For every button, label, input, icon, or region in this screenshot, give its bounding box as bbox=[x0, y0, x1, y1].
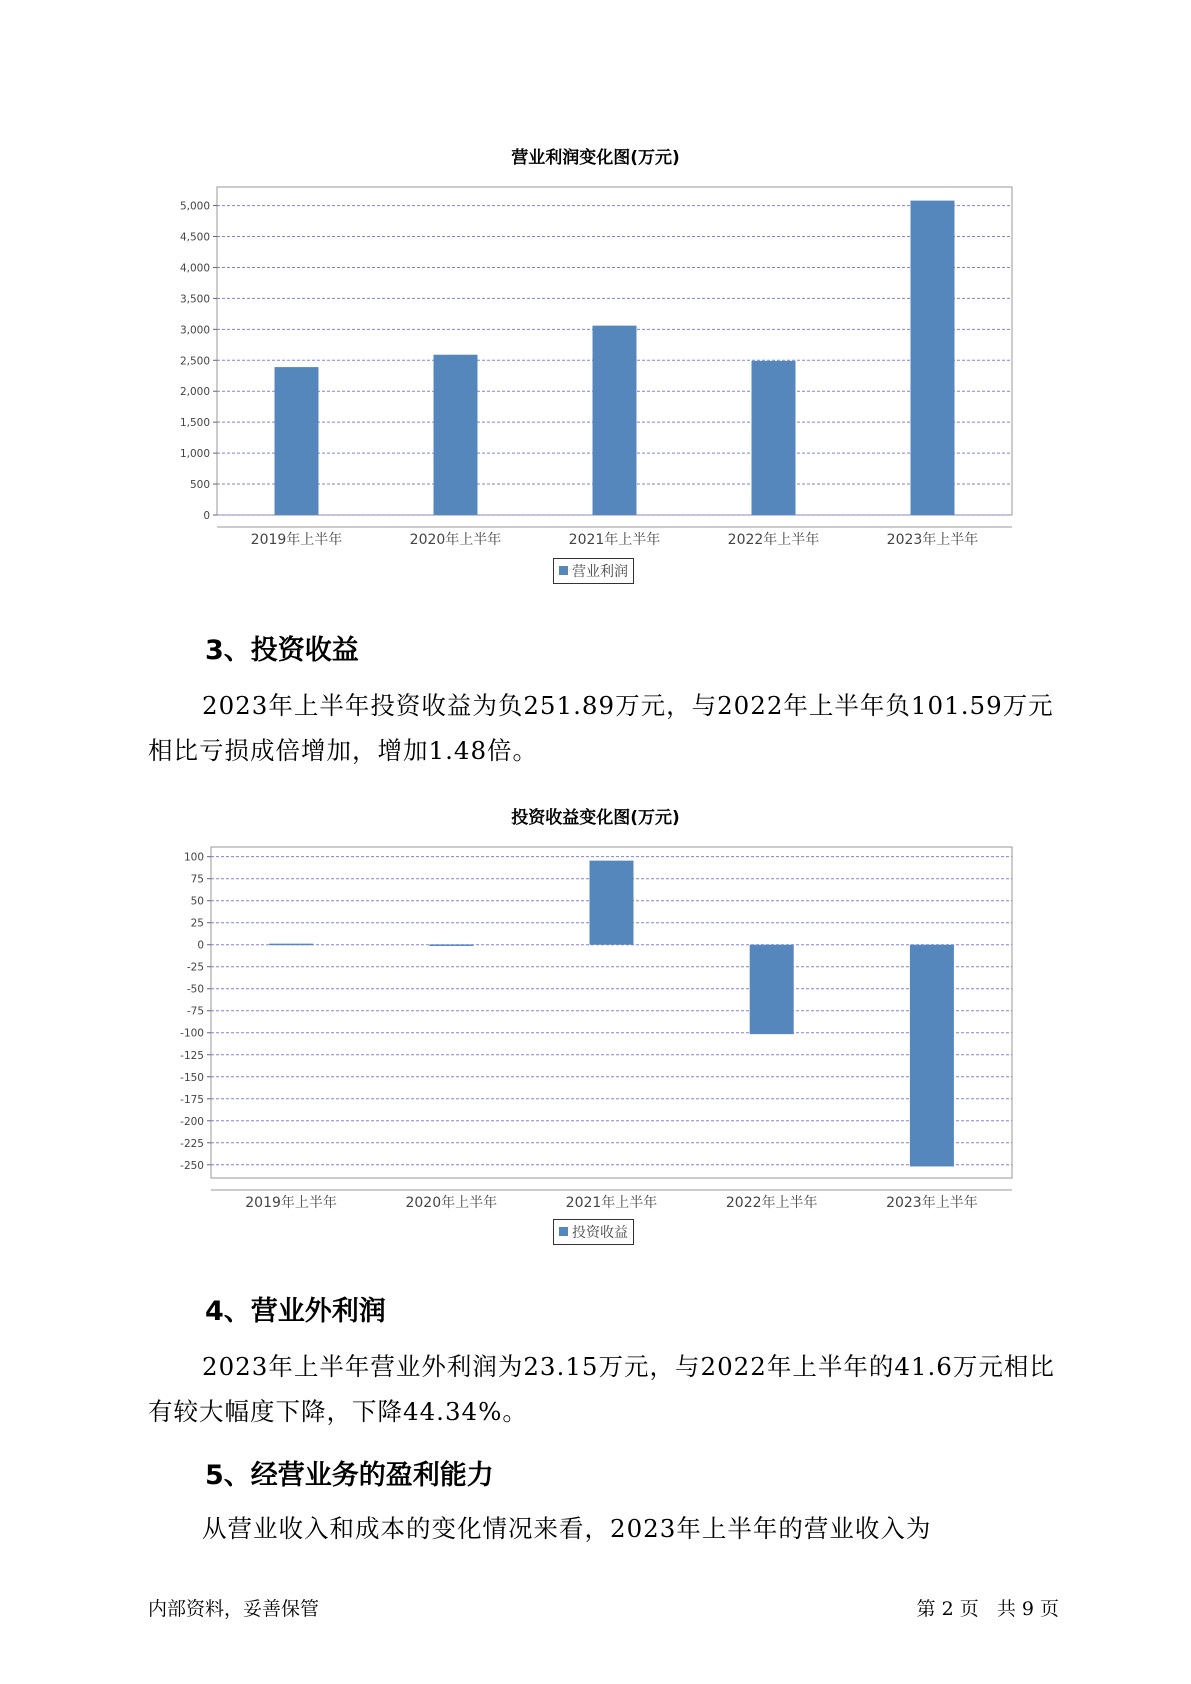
bar bbox=[911, 201, 955, 515]
y-tick-label: -175 bbox=[180, 1093, 204, 1106]
section3-paragraph: 2023年上半年投资收益为负251.89万元，与2022年上半年负101.59万元相比亏损成倍增加，增加1.48倍。 bbox=[148, 691, 1054, 765]
chart2-title: 投资收益变化图(万元) bbox=[511, 808, 680, 828]
footer-page-number: 第 2 页 共 9 页 bbox=[916, 1598, 1059, 1620]
y-tick-label: 5,000 bbox=[179, 200, 210, 213]
y-tick-label: 500 bbox=[189, 479, 210, 492]
y-tick-label: 25 bbox=[190, 917, 204, 930]
y-tick-label: 4,000 bbox=[179, 262, 210, 275]
x-category-label: 2020年上半年 bbox=[405, 1195, 498, 1211]
x-category-label: 2019年上半年 bbox=[250, 532, 343, 548]
bar bbox=[910, 945, 954, 1167]
section4-paragraph: 2023年上半年营业外利润为23.15万元，与2022年上半年的41.6万元相比有较大幅度下降，下降44.34%。 bbox=[148, 1352, 1055, 1426]
footer-left: 内部资料，妥善保管 bbox=[148, 1598, 320, 1620]
x-category-label: 2023年上半年 bbox=[886, 532, 979, 548]
x-category-label: 2023年上半年 bbox=[886, 1195, 978, 1211]
x-category-label: 2022年上半年 bbox=[727, 532, 820, 548]
y-tick-label: 75 bbox=[190, 873, 204, 886]
y-tick-label: -75 bbox=[186, 1005, 204, 1018]
y-tick-label: 4,500 bbox=[179, 231, 210, 244]
chart2-legend-label: 投资收益 bbox=[572, 1225, 628, 1241]
operating-profit-chart bbox=[0, 170, 1191, 548]
y-tick-label: -200 bbox=[180, 1115, 204, 1128]
chart1-legend-label: 营业利润 bbox=[572, 564, 628, 580]
bar bbox=[275, 367, 319, 515]
x-category-label: 2021年上半年 bbox=[568, 532, 661, 548]
bar bbox=[593, 326, 637, 515]
y-tick-label: -25 bbox=[186, 961, 204, 974]
y-tick-label: -100 bbox=[180, 1027, 204, 1040]
section5-heading: 5、经营业务的盈利能力 bbox=[205, 1460, 494, 1491]
legend-swatch bbox=[559, 1227, 568, 1236]
y-tick-label: 50 bbox=[190, 895, 204, 908]
y-tick-label: 0 bbox=[203, 510, 210, 522]
y-tick-label: 3,000 bbox=[179, 324, 210, 337]
section5-paragraph: 从营业收入和成本的变化情况来看，2023年上半年的营业收入为 bbox=[202, 1514, 932, 1543]
section4-heading: 4、营业外利润 bbox=[205, 1296, 386, 1327]
y-tick-label: 1,000 bbox=[179, 448, 210, 461]
legend-swatch bbox=[559, 566, 568, 575]
y-tick-label: 2,000 bbox=[179, 386, 210, 399]
x-category-label: 2021年上半年 bbox=[565, 1195, 658, 1211]
bar bbox=[590, 861, 634, 945]
x-category-label: 2022年上半年 bbox=[725, 1195, 818, 1211]
bar bbox=[429, 944, 473, 946]
y-tick-label: -50 bbox=[186, 983, 204, 996]
y-tick-label: -225 bbox=[180, 1137, 204, 1150]
bar bbox=[752, 361, 796, 515]
y-tick-label: -125 bbox=[180, 1049, 204, 1062]
y-tick-label: -150 bbox=[180, 1071, 204, 1084]
x-category-label: 2020年上半年 bbox=[409, 532, 502, 548]
y-tick-label: -250 bbox=[180, 1159, 204, 1172]
bar bbox=[269, 944, 313, 946]
x-category-label: 2019年上半年 bbox=[245, 1195, 337, 1211]
y-tick-label: 1,500 bbox=[179, 417, 210, 430]
chart1-title: 营业利润变化图(万元) bbox=[511, 148, 680, 168]
y-tick-label: 3,500 bbox=[179, 293, 210, 306]
investment-income-chart bbox=[0, 830, 1191, 1211]
chart1-legend bbox=[553, 558, 634, 584]
section3-heading: 3、投资收益 bbox=[205, 635, 359, 666]
bar bbox=[750, 945, 794, 1034]
bar bbox=[434, 355, 478, 515]
chart2-legend bbox=[553, 1219, 634, 1245]
y-tick-label: 100 bbox=[183, 851, 204, 864]
y-tick-label: 2,500 bbox=[179, 355, 210, 368]
y-tick-label: 0 bbox=[197, 939, 204, 952]
